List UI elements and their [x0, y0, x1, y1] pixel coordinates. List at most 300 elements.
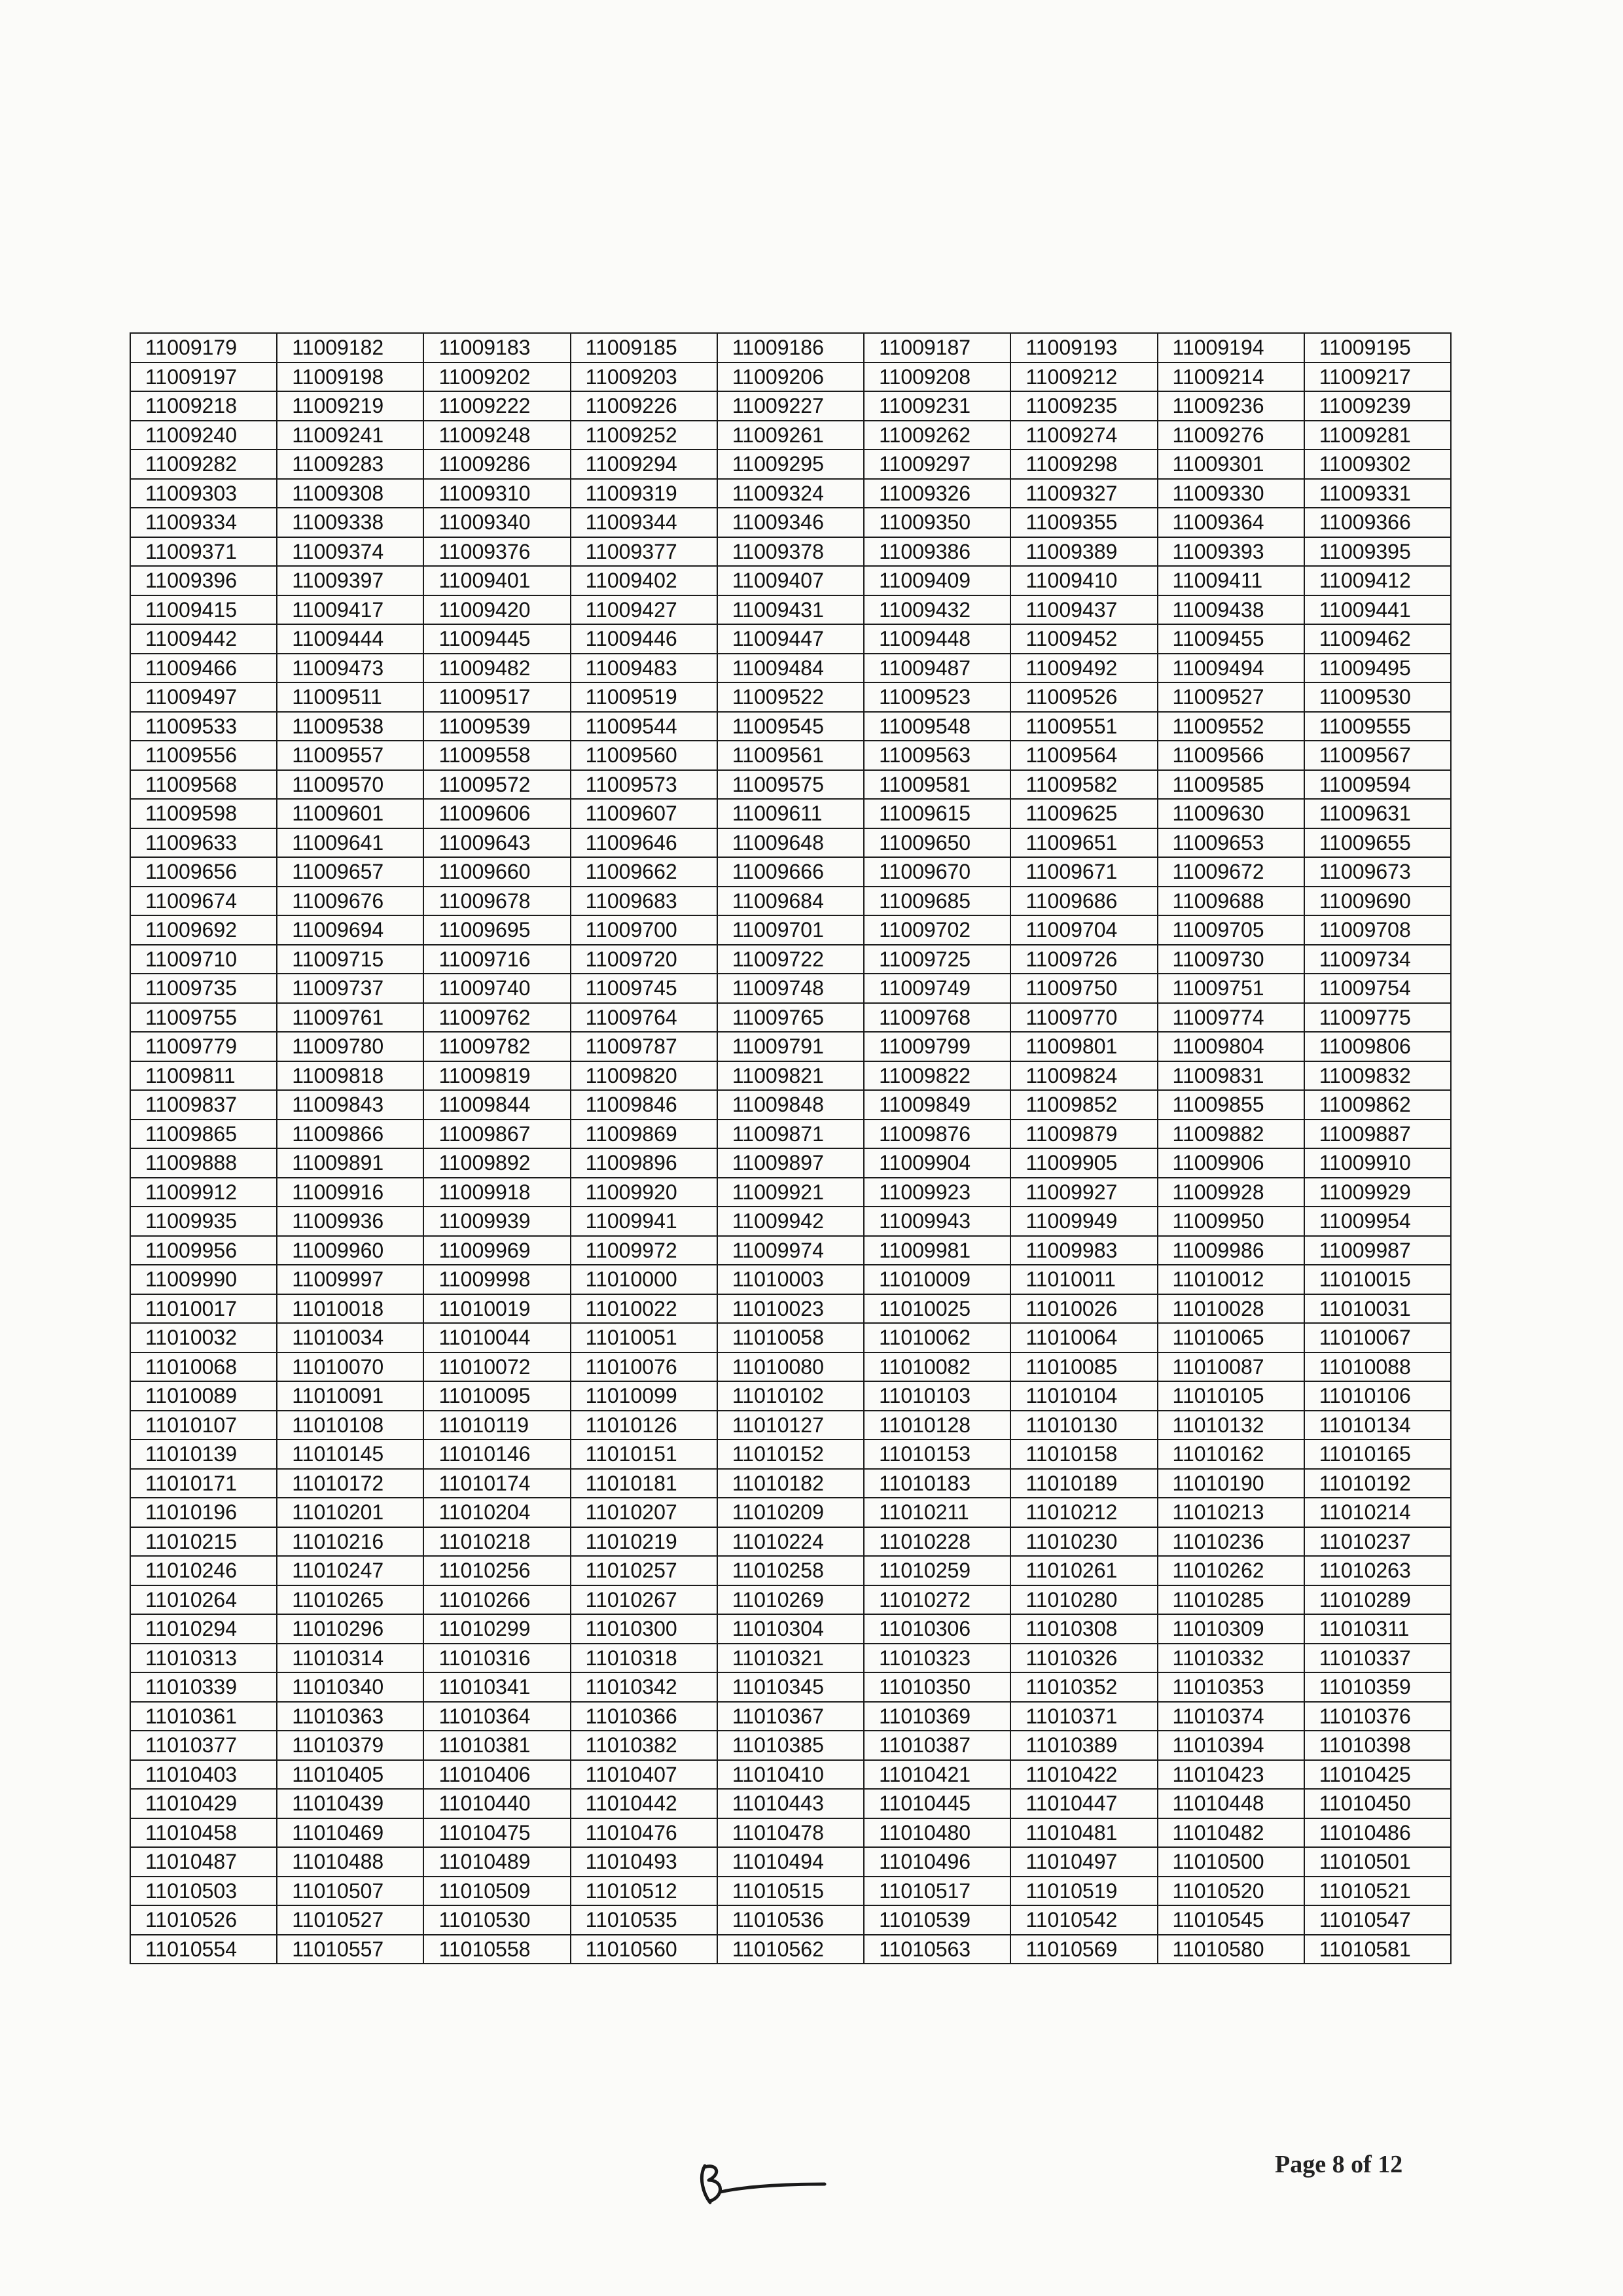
- table-row: [130, 974, 1451, 1003]
- roll-number-cell: 11009558: [423, 741, 570, 770]
- table-row: [130, 1818, 1451, 1848]
- roll-number-cell: 11010031: [1304, 1294, 1451, 1324]
- roll-number-cell: 11009656: [130, 857, 277, 887]
- roll-number-cell: 11009787: [571, 1032, 717, 1061]
- roll-number-cell: 11009331: [1304, 479, 1451, 508]
- roll-number-cell: 11009444: [277, 624, 423, 654]
- roll-number-cell: 11010076: [571, 1352, 717, 1382]
- roll-number-cell: 11010289: [1304, 1585, 1451, 1615]
- roll-number-cell: 11009888: [130, 1148, 277, 1178]
- roll-number-cell: 11010345: [717, 1672, 864, 1702]
- roll-number-cell: 11009896: [571, 1148, 717, 1178]
- roll-number-cell: 11010204: [423, 1498, 570, 1527]
- roll-number-cell: 11009487: [864, 654, 1010, 683]
- roll-number-cell: 11009377: [571, 537, 717, 567]
- table-row: [130, 1090, 1451, 1120]
- roll-number-cell: 11010152: [717, 1439, 864, 1469]
- roll-number-cell: 11009811: [130, 1061, 277, 1091]
- roll-number-cell: 11010085: [1010, 1352, 1157, 1382]
- table-row: [130, 1207, 1451, 1236]
- roll-number-cell: 11009194: [1158, 333, 1304, 362]
- roll-number-cell: 11010371: [1010, 1702, 1157, 1731]
- roll-number-cell: 11009927: [1010, 1178, 1157, 1207]
- roll-number-cell: 11009820: [571, 1061, 717, 1091]
- table-row: [130, 537, 1451, 567]
- table-row: [130, 1905, 1451, 1935]
- roll-number-cell: 11009319: [571, 479, 717, 508]
- roll-number-cell: 11009575: [717, 770, 864, 800]
- roll-number-cell: 11010403: [130, 1760, 277, 1790]
- roll-number-cell: 11009407: [717, 566, 864, 595]
- roll-number-cell: 11009653: [1158, 828, 1304, 858]
- roll-number-cell: 11010481: [1010, 1818, 1157, 1848]
- roll-number-cell: 11010387: [864, 1731, 1010, 1760]
- roll-number-cell: 11010526: [130, 1905, 277, 1935]
- roll-number-cell: 11009735: [130, 974, 277, 1003]
- table-row: [130, 770, 1451, 800]
- roll-number-cell: 11009282: [130, 450, 277, 479]
- roll-number-cell: 11010554: [130, 1935, 277, 1964]
- table-row: [130, 1585, 1451, 1615]
- roll-number-cell: 11009551: [1010, 712, 1157, 741]
- roll-number-cell: 11010134: [1304, 1411, 1451, 1440]
- roll-number-cell: 11010230: [1010, 1527, 1157, 1557]
- roll-number-cell: 11009694: [277, 915, 423, 945]
- roll-number-cell: 11010339: [130, 1672, 277, 1702]
- table-row: [130, 712, 1451, 741]
- roll-number-cell: 11009921: [717, 1178, 864, 1207]
- roll-number-cell: 11010487: [130, 1847, 277, 1877]
- roll-number-cell: 11009395: [1304, 537, 1451, 567]
- roll-number-cell: 11009730: [1158, 945, 1304, 974]
- roll-number-cell: 11010062: [864, 1323, 1010, 1352]
- roll-number-cell: 11009236: [1158, 391, 1304, 421]
- roll-number-cell: 11010280: [1010, 1585, 1157, 1615]
- roll-number-cell: 11010497: [1010, 1847, 1157, 1877]
- table-row: [130, 333, 1451, 362]
- roll-number-cell: 11009344: [571, 508, 717, 537]
- roll-number-cell: 11009765: [717, 1003, 864, 1033]
- roll-number-cell: 11010447: [1010, 1789, 1157, 1818]
- roll-number-cell: 11010520: [1158, 1877, 1304, 1906]
- roll-number-cell: 11009660: [423, 857, 570, 887]
- roll-number-cell: 11009495: [1304, 654, 1451, 683]
- roll-number-cell: 11009782: [423, 1032, 570, 1061]
- roll-number-cell: 11009563: [864, 741, 1010, 770]
- roll-number-cell: 11010314: [277, 1644, 423, 1673]
- roll-number-cell: 11010366: [571, 1702, 717, 1731]
- roll-number-cell: 11009876: [864, 1120, 1010, 1149]
- roll-number-cell: 11009997: [277, 1265, 423, 1294]
- table-row: [130, 362, 1451, 392]
- roll-number-cell: 11009286: [423, 450, 570, 479]
- roll-number-cell: 11009986: [1158, 1236, 1304, 1265]
- roll-number-cell: 11010219: [571, 1527, 717, 1557]
- table-row: [130, 1789, 1451, 1818]
- roll-number-cell: 11010369: [864, 1702, 1010, 1731]
- roll-number-cell: 11009492: [1010, 654, 1157, 683]
- roll-number-cell: 11010422: [1010, 1760, 1157, 1790]
- table-row: [130, 682, 1451, 712]
- roll-number-cell: 11009692: [130, 915, 277, 945]
- roll-number-cell: 11009572: [423, 770, 570, 800]
- roll-number-cell: 11010128: [864, 1411, 1010, 1440]
- roll-number-cell: 11010183: [864, 1469, 1010, 1498]
- table-row: [130, 857, 1451, 887]
- roll-number-cell: 11009179: [130, 333, 277, 362]
- roll-number-cell: 11009567: [1304, 741, 1451, 770]
- roll-number-cell: 11009526: [1010, 682, 1157, 712]
- roll-number-cell: 11010207: [571, 1498, 717, 1527]
- roll-number-cell: 11010542: [1010, 1905, 1157, 1935]
- roll-number-cell: 11010067: [1304, 1323, 1451, 1352]
- roll-number-cell: 11009775: [1304, 1003, 1451, 1033]
- roll-number-cell: 11010562: [717, 1935, 864, 1964]
- roll-number-cell: 11009556: [130, 741, 277, 770]
- roll-number-cell: 11010026: [1010, 1294, 1157, 1324]
- roll-number-cell: 11010476: [571, 1818, 717, 1848]
- roll-number-cell: 11009657: [277, 857, 423, 887]
- roll-number-cell: 11010521: [1304, 1877, 1451, 1906]
- roll-number-cell: 11010361: [130, 1702, 277, 1731]
- roll-number-cell: 11009768: [864, 1003, 1010, 1033]
- roll-number-cell: 11010212: [1010, 1498, 1157, 1527]
- roll-number-cell: 11009446: [571, 624, 717, 654]
- roll-number-cell: 11009862: [1304, 1090, 1451, 1120]
- roll-number-cell: 11009452: [1010, 624, 1157, 654]
- roll-number-cell: 11009252: [571, 421, 717, 450]
- roll-number-cell: 11009530: [1304, 682, 1451, 712]
- roll-number-cell: 11010539: [864, 1905, 1010, 1935]
- roll-number-cell: 11009983: [1010, 1236, 1157, 1265]
- roll-number-cell: 11009217: [1304, 362, 1451, 392]
- roll-number-cell: 11010237: [1304, 1527, 1451, 1557]
- roll-number-cell: 11010171: [130, 1469, 277, 1498]
- table-row: [130, 741, 1451, 770]
- roll-number-cell: 11009725: [864, 945, 1010, 974]
- roll-number-cell: 11010326: [1010, 1644, 1157, 1673]
- roll-number-cell: 11009655: [1304, 828, 1451, 858]
- roll-number-cell: 11009222: [423, 391, 570, 421]
- roll-number-cell: 11009879: [1010, 1120, 1157, 1149]
- roll-number-cell: 11009261: [717, 421, 864, 450]
- roll-number-cell: 11010265: [277, 1585, 423, 1615]
- roll-number-cell: 11010104: [1010, 1381, 1157, 1411]
- roll-number-cell: 11010259: [864, 1556, 1010, 1585]
- roll-number-cell: 11009939: [423, 1207, 570, 1236]
- roll-number-cell: 11009248: [423, 421, 570, 450]
- roll-number-cell: 11010563: [864, 1935, 1010, 1964]
- roll-number-cell: 11009643: [423, 828, 570, 858]
- roll-number-cell: 11010051: [571, 1323, 717, 1352]
- roll-number-cell: 11010065: [1158, 1323, 1304, 1352]
- roll-number-cell: 11009466: [130, 654, 277, 683]
- roll-number-cell: 11010145: [277, 1439, 423, 1469]
- roll-number-cell: 11009355: [1010, 508, 1157, 537]
- roll-number-cell: 11010507: [277, 1877, 423, 1906]
- roll-number-cell: 11010377: [130, 1731, 277, 1760]
- roll-number-cell: 11009824: [1010, 1061, 1157, 1091]
- roll-number-cell: 11009441: [1304, 595, 1451, 625]
- roll-number-cell: 11009545: [717, 712, 864, 741]
- roll-number-cell: 11010309: [1158, 1614, 1304, 1644]
- roll-number-cell: 11010091: [277, 1381, 423, 1411]
- roll-number-cell: 11010044: [423, 1323, 570, 1352]
- roll-number-cell: 11010256: [423, 1556, 570, 1585]
- table-row: [130, 1120, 1451, 1149]
- roll-number-cell: 11010000: [571, 1265, 717, 1294]
- roll-number-cell: 11009630: [1158, 799, 1304, 828]
- roll-number-cell: 11009483: [571, 654, 717, 683]
- roll-number-cell: 11010475: [423, 1818, 570, 1848]
- roll-number-cell: 11010294: [130, 1614, 277, 1644]
- roll-number-cell: 11010304: [717, 1614, 864, 1644]
- roll-number-cell: 11009726: [1010, 945, 1157, 974]
- roll-number-cell: 11010557: [277, 1935, 423, 1964]
- roll-number-cell: 11009849: [864, 1090, 1010, 1120]
- roll-number-cell: 11009442: [130, 624, 277, 654]
- table-row: [130, 1003, 1451, 1033]
- table-row: [130, 1411, 1451, 1440]
- roll-number-cell: 11010261: [1010, 1556, 1157, 1585]
- roll-number-cell: 11010032: [130, 1323, 277, 1352]
- roll-number-cell: 11010489: [423, 1847, 570, 1877]
- roll-number-cell: 11010353: [1158, 1672, 1304, 1702]
- roll-number-cell: 11009990: [130, 1265, 277, 1294]
- roll-number-cell: 11009519: [571, 682, 717, 712]
- table-row: [130, 1061, 1451, 1091]
- roll-number-cell: 11009241: [277, 421, 423, 450]
- table-row: [130, 479, 1451, 508]
- roll-number-cell: 11009704: [1010, 915, 1157, 945]
- roll-number-cell: 11009700: [571, 915, 717, 945]
- roll-number-cell: 11009774: [1158, 1003, 1304, 1033]
- roll-number-cell: 11009904: [864, 1148, 1010, 1178]
- roll-number-cell: 11010308: [1010, 1614, 1157, 1644]
- roll-number-cell: 11009445: [423, 624, 570, 654]
- table-row: [130, 887, 1451, 916]
- roll-number-cell: 11009494: [1158, 654, 1304, 683]
- roll-number-cell: 11010182: [717, 1469, 864, 1498]
- roll-number-cell: 11010018: [277, 1294, 423, 1324]
- roll-number-cell: 11010257: [571, 1556, 717, 1585]
- roll-number-cell: 11010493: [571, 1847, 717, 1877]
- roll-number-cell: 11010364: [423, 1702, 570, 1731]
- roll-number-cell: 11010321: [717, 1644, 864, 1673]
- roll-number-cell: 11010337: [1304, 1644, 1451, 1673]
- roll-number-cell: 11010015: [1304, 1265, 1451, 1294]
- roll-number-cell: 11009582: [1010, 770, 1157, 800]
- roll-number-cell: 11009734: [1304, 945, 1451, 974]
- roll-number-cell: 11010247: [277, 1556, 423, 1585]
- roll-number-cell: 11009855: [1158, 1090, 1304, 1120]
- roll-number-cell: 11010581: [1304, 1935, 1451, 1964]
- roll-number-cell: 11009552: [1158, 712, 1304, 741]
- roll-number-cell: 11010558: [423, 1935, 570, 1964]
- table-row: [130, 421, 1451, 450]
- roll-number-cell: 11009594: [1304, 770, 1451, 800]
- roll-number-cell: 11010153: [864, 1439, 1010, 1469]
- roll-number-cell: 11009462: [1304, 624, 1451, 654]
- roll-number-cell: 11010439: [277, 1789, 423, 1818]
- roll-number-cell: 11009324: [717, 479, 864, 508]
- roll-number-cell: 11009301: [1158, 450, 1304, 479]
- roll-number-cell: 11010190: [1158, 1469, 1304, 1498]
- roll-number-cell: 11009376: [423, 537, 570, 567]
- roll-number-cell: 11009235: [1010, 391, 1157, 421]
- roll-number-cell: 11009844: [423, 1090, 570, 1120]
- roll-number-cell: 11010313: [130, 1644, 277, 1673]
- roll-number-cell: 11010080: [717, 1352, 864, 1382]
- roll-number-cell: 11009227: [717, 391, 864, 421]
- roll-number-cell: 11009327: [1010, 479, 1157, 508]
- roll-number-cell: 11009928: [1158, 1178, 1304, 1207]
- roll-number-cell: 11009779: [130, 1032, 277, 1061]
- roll-number-cell: 11009274: [1010, 421, 1157, 450]
- table-row: [130, 1294, 1451, 1324]
- roll-number-cell: 11009538: [277, 712, 423, 741]
- roll-number-cell: 11009573: [571, 770, 717, 800]
- roll-number-cell: 11009585: [1158, 770, 1304, 800]
- roll-number-cell: 11009751: [1158, 974, 1304, 1003]
- roll-number-cell: 11009564: [1010, 741, 1157, 770]
- roll-number-cell: 11009511: [277, 682, 423, 712]
- roll-number-cell: 11009539: [423, 712, 570, 741]
- roll-number-cell: 11009867: [423, 1120, 570, 1149]
- table-row: [130, 1469, 1451, 1498]
- roll-number-cell: 11009676: [277, 887, 423, 916]
- roll-number-cell: 11010515: [717, 1877, 864, 1906]
- roll-number-cell: 11010019: [423, 1294, 570, 1324]
- roll-number-cell: 11009846: [571, 1090, 717, 1120]
- roll-number-cell: 11009804: [1158, 1032, 1304, 1061]
- roll-number-cell: 11010151: [571, 1439, 717, 1469]
- roll-number-cell: 11010034: [277, 1323, 423, 1352]
- roll-number-cell: 11010311: [1304, 1614, 1451, 1644]
- roll-number-cell: 11009673: [1304, 857, 1451, 887]
- table-row: [130, 508, 1451, 537]
- roll-number-cell: 11009799: [864, 1032, 1010, 1061]
- roll-number-cell: 11010379: [277, 1731, 423, 1760]
- roll-number-cell: 11010445: [864, 1789, 1010, 1818]
- roll-number-cell: 11009701: [717, 915, 864, 945]
- roll-number-cell: 11009685: [864, 887, 1010, 916]
- roll-number-cell: 11010299: [423, 1614, 570, 1644]
- roll-number-cell: 11009326: [864, 479, 1010, 508]
- roll-number-cell: 11009818: [277, 1061, 423, 1091]
- roll-number-cell: 11009806: [1304, 1032, 1451, 1061]
- roll-number-cell: 11009283: [277, 450, 423, 479]
- roll-number-cell: 11009837: [130, 1090, 277, 1120]
- table-body: [130, 333, 1451, 1964]
- roll-number-cell: 11009748: [717, 974, 864, 1003]
- roll-number-cell: 11009936: [277, 1207, 423, 1236]
- roll-number-cell: 11009568: [130, 770, 277, 800]
- roll-number-cell: 11010296: [277, 1614, 423, 1644]
- roll-number-cell: 11009942: [717, 1207, 864, 1236]
- roll-number-cell: 11010536: [717, 1905, 864, 1935]
- roll-number-cell: 11009755: [130, 1003, 277, 1033]
- roll-number-cell: 11009960: [277, 1236, 423, 1265]
- roll-number-cell: 11010189: [1010, 1469, 1157, 1498]
- roll-number-cell: 11010224: [717, 1527, 864, 1557]
- roll-number-cell: 11010095: [423, 1381, 570, 1411]
- roll-number-cell: 11009722: [717, 945, 864, 974]
- roll-number-cell: 11009912: [130, 1178, 277, 1207]
- roll-number-cell: 11010267: [571, 1585, 717, 1615]
- roll-number-cell: 11009761: [277, 1003, 423, 1033]
- roll-number-cell: 11009193: [1010, 333, 1157, 362]
- roll-number-cell: 11009688: [1158, 887, 1304, 916]
- roll-number-cell: 11009929: [1304, 1178, 1451, 1207]
- roll-number-cell: 11010382: [571, 1731, 717, 1760]
- table-row: [130, 654, 1451, 683]
- roll-number-cell: 11009606: [423, 799, 570, 828]
- roll-number-cell: 11009715: [277, 945, 423, 974]
- roll-number-cell: 11010236: [1158, 1527, 1304, 1557]
- roll-number-cell: 11010102: [717, 1381, 864, 1411]
- roll-number-cell: 11009935: [130, 1207, 277, 1236]
- roll-number-cell: 11009923: [864, 1178, 1010, 1207]
- roll-number-cell: 11010406: [423, 1760, 570, 1790]
- roll-number-cell: 11009869: [571, 1120, 717, 1149]
- roll-number-cell: 11010341: [423, 1672, 570, 1702]
- roll-number-cell: 11010058: [717, 1323, 864, 1352]
- roll-number-cell: 11009740: [423, 974, 570, 1003]
- roll-number-cell: 11009749: [864, 974, 1010, 1003]
- roll-number-cell: 11010425: [1304, 1760, 1451, 1790]
- roll-number-cell: 11010218: [423, 1527, 570, 1557]
- roll-number-cell: 11010196: [130, 1498, 277, 1527]
- roll-number-cell: 11009918: [423, 1178, 570, 1207]
- roll-number-cell: 11009448: [864, 624, 1010, 654]
- roll-number-cell: 11009402: [571, 566, 717, 595]
- roll-number-cell: 11009231: [864, 391, 1010, 421]
- roll-number-cell: 11009906: [1158, 1148, 1304, 1178]
- roll-number-cell: 11009202: [423, 362, 570, 392]
- table-row: [130, 624, 1451, 654]
- roll-number-cell: 11010530: [423, 1905, 570, 1935]
- roll-number-cell: 11009411: [1158, 566, 1304, 595]
- roll-number-cell: 11009334: [130, 508, 277, 537]
- roll-number-cell: 11009198: [277, 362, 423, 392]
- roll-number-cell: 11009308: [277, 479, 423, 508]
- roll-number-cell: 11010496: [864, 1847, 1010, 1877]
- roll-number-cell: 11009674: [130, 887, 277, 916]
- roll-number-cell: 11010130: [1010, 1411, 1157, 1440]
- roll-number-cell: 11009780: [277, 1032, 423, 1061]
- roll-number-cell: 11009686: [1010, 887, 1157, 916]
- roll-number-cell: 11010070: [277, 1352, 423, 1382]
- roll-number-cell: 11009420: [423, 595, 570, 625]
- roll-number-cell: 11010106: [1304, 1381, 1451, 1411]
- roll-number-cell: 11010440: [423, 1789, 570, 1818]
- roll-number-cell: 11009214: [1158, 362, 1304, 392]
- roll-number-cell: 11009998: [423, 1265, 570, 1294]
- roll-number-cell: 11010480: [864, 1818, 1010, 1848]
- roll-number-cell: 11009185: [571, 333, 717, 362]
- roll-number-cell: 11009648: [717, 828, 864, 858]
- roll-number-cell: 11010272: [864, 1585, 1010, 1615]
- roll-number-cell: 11009892: [423, 1148, 570, 1178]
- roll-number-cell: 11009670: [864, 857, 1010, 887]
- roll-number-cell: 11009482: [423, 654, 570, 683]
- roll-number-cell: 11010165: [1304, 1439, 1451, 1469]
- roll-number-cell: 11009905: [1010, 1148, 1157, 1178]
- roll-number-cell: 11009683: [571, 887, 717, 916]
- roll-number-cell: 11010132: [1158, 1411, 1304, 1440]
- roll-number-cell: 11009641: [277, 828, 423, 858]
